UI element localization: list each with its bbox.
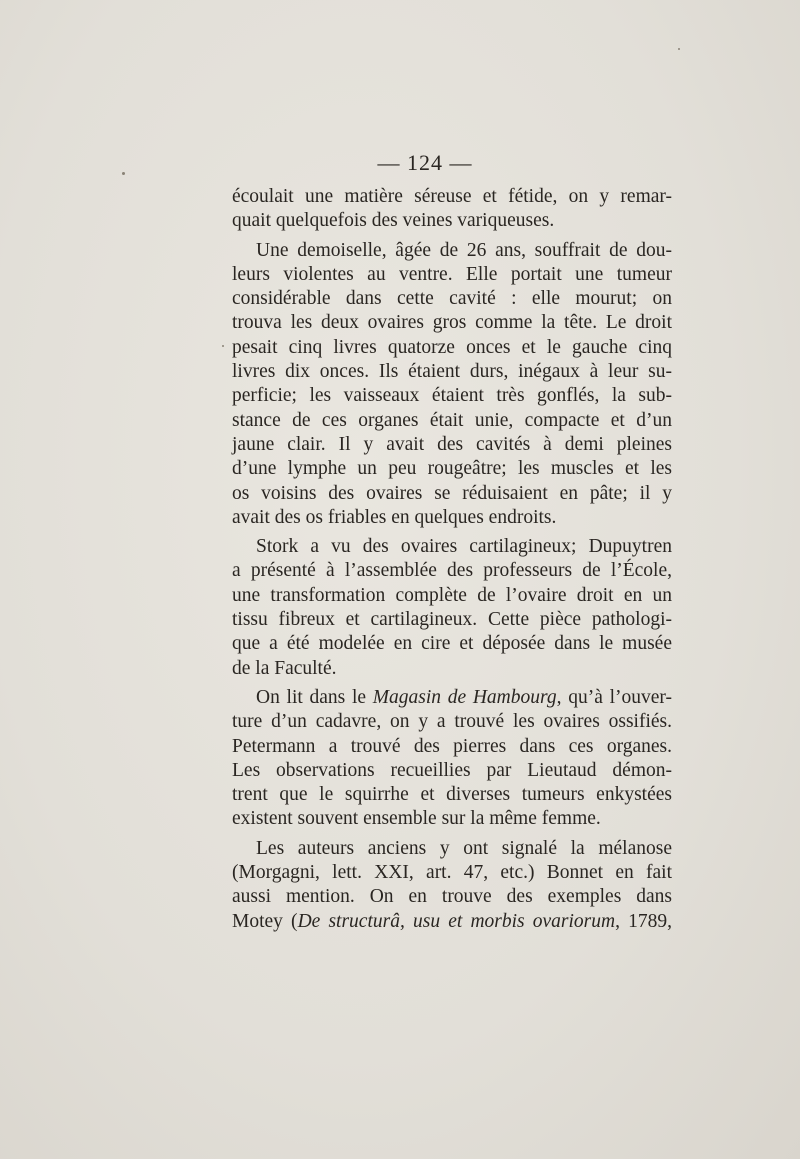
paper-speck (678, 48, 680, 50)
paragraph-2 (232, 239, 672, 531)
text-run: , 1789, (615, 910, 673, 932)
text-line: os voisins des ovaires se réduisaient en pâte; il y (232, 482, 672, 504)
text-line: écoulait une matière séreuse et fétide, on y remar- (232, 186, 672, 207)
page-number: — 124 — (377, 150, 473, 175)
text-line: (Morgagni, lett. XXI, art. 47, etc.) Bonnet en fait (232, 862, 672, 884)
text-line: Les observations recueillies par Lieutaud démon- (232, 759, 672, 781)
paper-speck (222, 345, 224, 347)
paper-speck (122, 172, 125, 175)
text-line: quait quelquefois des veines variqueuses. (232, 210, 555, 232)
journal-title: Magasin de Hambourg (372, 686, 557, 708)
text-line: de la Faculté. (232, 657, 337, 679)
text-line: jaune clair. Il y avait des cavités à demi pleines (232, 433, 672, 455)
text-run: Motey ( (232, 910, 298, 932)
text-run: On lit dans le (256, 686, 373, 708)
text-line: leurs violentes au ventre. Elle portait une tumeur (232, 263, 672, 285)
paragraph-5 (232, 837, 672, 934)
text-line: considérable dans cette cavité : elle mourut; on (232, 288, 672, 310)
book-title: De structurâ, usu et morbis ovariorum (297, 910, 616, 932)
text-line: ture d’un cadavre, on y a trouvé les ovaires ossifiés. (232, 711, 672, 733)
text-line: Stork a vu des ovaires cartilagineux; Dupuytren (256, 536, 672, 558)
text-line: d’une lymphe un peu rougeâtre; les muscles et les (232, 458, 672, 480)
text-line: Les auteurs anciens y ont signalé la mélanose (256, 837, 672, 859)
text-line: existent souvent ensemble sur la même femme. (232, 808, 601, 830)
text-line: perficie; les vaisseaux étaient très gonflés, la sub- (232, 385, 672, 407)
text-line: trouva les deux ovaires gros comme la tête. Le droit (232, 312, 672, 334)
paragraph-1 (232, 185, 672, 234)
text-line: tissu fibreux et cartilagineux. Cette pièce pathologi- (232, 609, 672, 631)
paragraph-3 (232, 535, 672, 681)
text-line: trent que le squirrhe et diverses tumeurs enkystées (232, 784, 672, 806)
text-line: livres dix onces. Ils étaient durs, inégaux à leur su- (232, 361, 672, 383)
text-line: Une demoiselle, âgée de 26 ans, souffrait de dou- (256, 239, 672, 261)
text-line (232, 686, 672, 710)
text-line: aussi mention. On en trouve des exemples dans (232, 886, 672, 908)
text-line: pesait cinq livres quatorze onces et le gauche cinq (232, 336, 672, 358)
text-line: a présenté à l’assemblée des professeurs de l’École, (232, 560, 672, 582)
text-line: avait des os friables en quelques endroits. (232, 506, 557, 528)
text-line: que a été modelée en cire et déposée dans le musée (232, 633, 672, 655)
paragraph-4 (232, 686, 672, 832)
body-text (232, 185, 672, 939)
text-line: stance de ces organes était unie, compacte et d’un (232, 409, 672, 431)
text-line: une transformation complète de l’ovaire droit en un (232, 584, 672, 606)
text-line (232, 910, 672, 934)
text-run: , qu’à l’ouver- (556, 686, 673, 708)
text-line: Petermann a trouvé des pierres dans ces organes. (232, 735, 672, 757)
